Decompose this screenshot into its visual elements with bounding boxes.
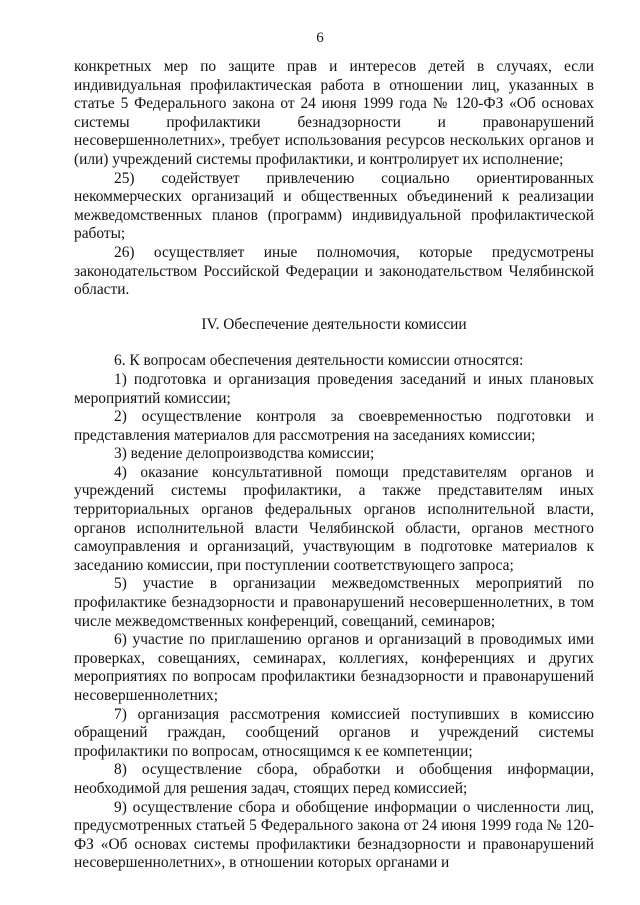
paragraph-item-2: 2) осуществление контроля за своевременностью подготовки и представления материалов для рассмотрения на заседаниях комиссии; [74, 408, 594, 444]
document-body [74, 58, 594, 873]
section-heading: IV. Обеспечение деятельности комиссии [201, 315, 467, 333]
paragraph-item-4: 4) оказание консультативной помощи представителям органов и учреждений системы профилактики, а также представителям иных территориальных органов федеральных органов исполнительной власти, органов исполнительной власти Челябинской области, органов местного самоуправления и организаций, участвующим в подготовке материалов к заседанию комиссии, при поступлении соответствующего запроса; [74, 463, 594, 574]
paragraph-item-26: 26) осуществляет иные полномочия, которые предусмотрены законодательством Российской Федерации и законодательством Челябинской области. [74, 243, 594, 299]
paragraph-item-6: 6) участие по приглашению органов и организаций в проводимых ими проверках, совещаниях, семинарах, коллегиях, конференциях и других мероприятиях по вопросам профилактики безнадзорности и правонарушений несовершеннолетних; [74, 631, 594, 704]
page-number: 6 [316, 30, 324, 46]
paragraph-item-7: 7) организация рассмотрения комиссией поступивших в комиссию обращений граждан, сообщений органов и учреждений системы профилактики по вопросам, относящимся к ее компетенции; [74, 705, 594, 760]
paragraph-clause-6: 6. К вопросам обеспечения деятельности комиссии относятся: [114, 352, 524, 370]
paragraph-item-5: 5) участие в организации межведомственных мероприятий по профилактике безнадзорности и правонарушений несовершеннолетних, в том числе межведомственных конференций, совещаний, семинаров; [74, 575, 594, 630]
paragraph-item-25: 25) содействует привлечению социально ориентированных некоммерческих организаций и общественных объединений к реализации межведомственных планов (программ) индивидуальной профилактической работы; [74, 169, 594, 243]
paragraph-item-8: 8) осуществление сбора, обработки и обобщения информации, необходимой для решения задач, стоящих перед комиссией; [74, 761, 594, 797]
paragraph-item-9: 9) осуществление сбора и обобщение информации о численности лиц, предусмотренных статьей 5 Федерального закона от 24 июня 1999 года № 120-ФЗ «Об основах системы профилактики безнадзорности и правонарушений несовершеннолетних», в отношении которых органами и [74, 798, 594, 872]
paragraph-item-3: 3) ведение делопроизводства комиссии; [114, 445, 375, 463]
paragraph-item-1: 1) подготовка и организация проведения заседаний и иных плановых мероприятий комиссии; [74, 370, 594, 407]
paragraph-continuation: конкретных мер по защите прав и интересов детей в случаях, если индивидуальная профилактическая работа в отношении лиц, указанных в статье 5 Федерального закона от 24 июня 1999 года № 120-ФЗ «Об основах системы профилактики безнадзорности и правонарушений несовершеннолетних», требует использования ресурсов нескольких органов и (или) учреждений системы профилактики, и контролирует их исполнение; [74, 58, 594, 168]
